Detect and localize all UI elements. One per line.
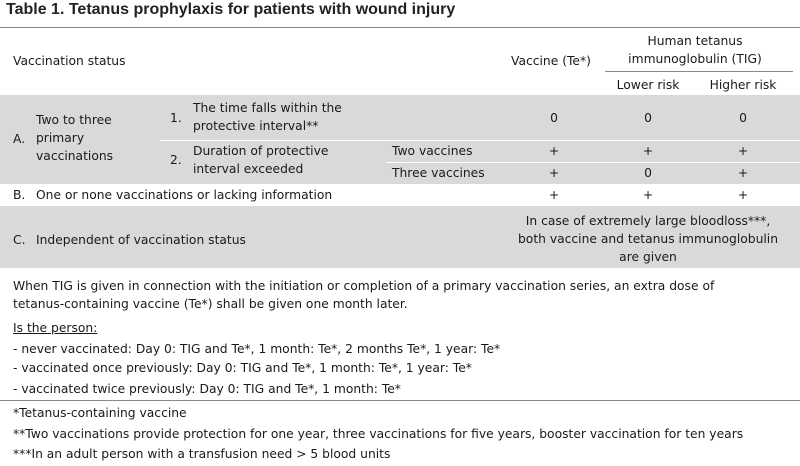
row-a1-lower-risk: 0 bbox=[644, 111, 652, 125]
tig-note-line1: When TIG is given in connection with the initiation or completion of a primary vaccination series, an extra dose of bbox=[13, 279, 715, 293]
row-c-label: C. bbox=[13, 233, 26, 247]
row-a2-three-lower-risk: 0 bbox=[644, 166, 652, 180]
row-a2-three-vaccine: + bbox=[548, 166, 560, 180]
row-c-note-line1: In case of extremely large bloodloss***, bbox=[525, 214, 771, 228]
row-a2-three-higher-risk: + bbox=[737, 166, 749, 180]
tig-subheader-rule bbox=[605, 71, 793, 72]
row-c-note-line3: are given bbox=[619, 250, 677, 264]
row-a-status-line3: vaccinations bbox=[36, 149, 114, 163]
schedule-vaccinated-twice: - vaccinated twice previously: Day 0: TIG and Te*, 1 month: Te* bbox=[13, 382, 401, 396]
is-the-person-heading: Is the person: bbox=[13, 321, 98, 335]
row-a2-separator bbox=[386, 162, 800, 163]
footnote-3: ***In an adult person with a transfusion need > 5 blood units bbox=[13, 447, 391, 461]
header-higher-risk: Higher risk bbox=[709, 78, 777, 92]
row-a-status-line2: primary bbox=[36, 131, 85, 145]
row-a1-text-line1: The time falls within the bbox=[193, 101, 342, 115]
schedule-vaccinated-once: - vaccinated once previously: Day 0: TIG and Te*, 1 month: Te*, 1 year: Te* bbox=[13, 361, 472, 375]
row-a2-two-vaccine: + bbox=[548, 144, 560, 158]
row-a2-two-vaccines-label: Two vaccines bbox=[392, 144, 473, 158]
table-title: Table 1. Tetanus prophylaxis for patients with wound injury bbox=[6, 1, 456, 18]
header-lower-risk: Lower risk bbox=[616, 78, 680, 92]
row-a2-number: 2. bbox=[170, 153, 182, 167]
footnote-2: **Two vaccinations provide protection for one year, three vaccinations for five years, booster vaccination for ten years bbox=[13, 427, 744, 441]
schedule-never-vaccinated: - never vaccinated: Day 0: TIG and Te*, 1 month: Te*, 2 months Te*, 1 year: Te* bbox=[13, 342, 501, 356]
row-b-lower-risk: + bbox=[642, 188, 654, 202]
row-a1-text-line2: protective interval** bbox=[193, 119, 319, 133]
row-a-label: A. bbox=[13, 132, 26, 146]
row-a1-number: 1. bbox=[170, 111, 182, 125]
row-a-separator bbox=[160, 140, 800, 141]
row-a2-three-vaccines-label: Three vaccines bbox=[392, 166, 485, 180]
row-a2-two-higher-risk: + bbox=[737, 144, 749, 158]
row-a2-text-line2: interval exceeded bbox=[193, 162, 304, 176]
row-b-higher-risk: + bbox=[737, 188, 749, 202]
row-c-note-line2: both vaccine and tetanus immunoglobulin bbox=[517, 232, 779, 246]
header-vaccine: Vaccine (Te*) bbox=[511, 54, 591, 68]
top-rule bbox=[0, 27, 800, 28]
row-b-text: One or none vaccinations or lacking information bbox=[36, 188, 333, 202]
row-c-text: Independent of vaccination status bbox=[36, 233, 246, 247]
row-a-status-line1: Two to three bbox=[36, 113, 112, 127]
row-a2-two-lower-risk: + bbox=[642, 144, 654, 158]
row-a1-higher-risk: 0 bbox=[739, 111, 747, 125]
header-tig-line2: immunoglobulin (TIG) bbox=[628, 52, 762, 66]
footnote-1: *Tetanus-containing vaccine bbox=[13, 406, 187, 420]
footnote-rule bbox=[0, 400, 800, 401]
header-vaccination-status: Vaccination status bbox=[13, 54, 126, 68]
row-b-vaccine: + bbox=[548, 188, 560, 202]
tig-note-line2: tetanus-containing vaccine (Te*) shall be given one month later. bbox=[13, 297, 408, 311]
header-tig-line1: Human tetanus bbox=[647, 34, 743, 48]
row-b-label: B. bbox=[13, 188, 26, 202]
row-a2-text-line1: Duration of protective bbox=[193, 144, 329, 158]
row-a1-vaccine: 0 bbox=[550, 111, 558, 125]
